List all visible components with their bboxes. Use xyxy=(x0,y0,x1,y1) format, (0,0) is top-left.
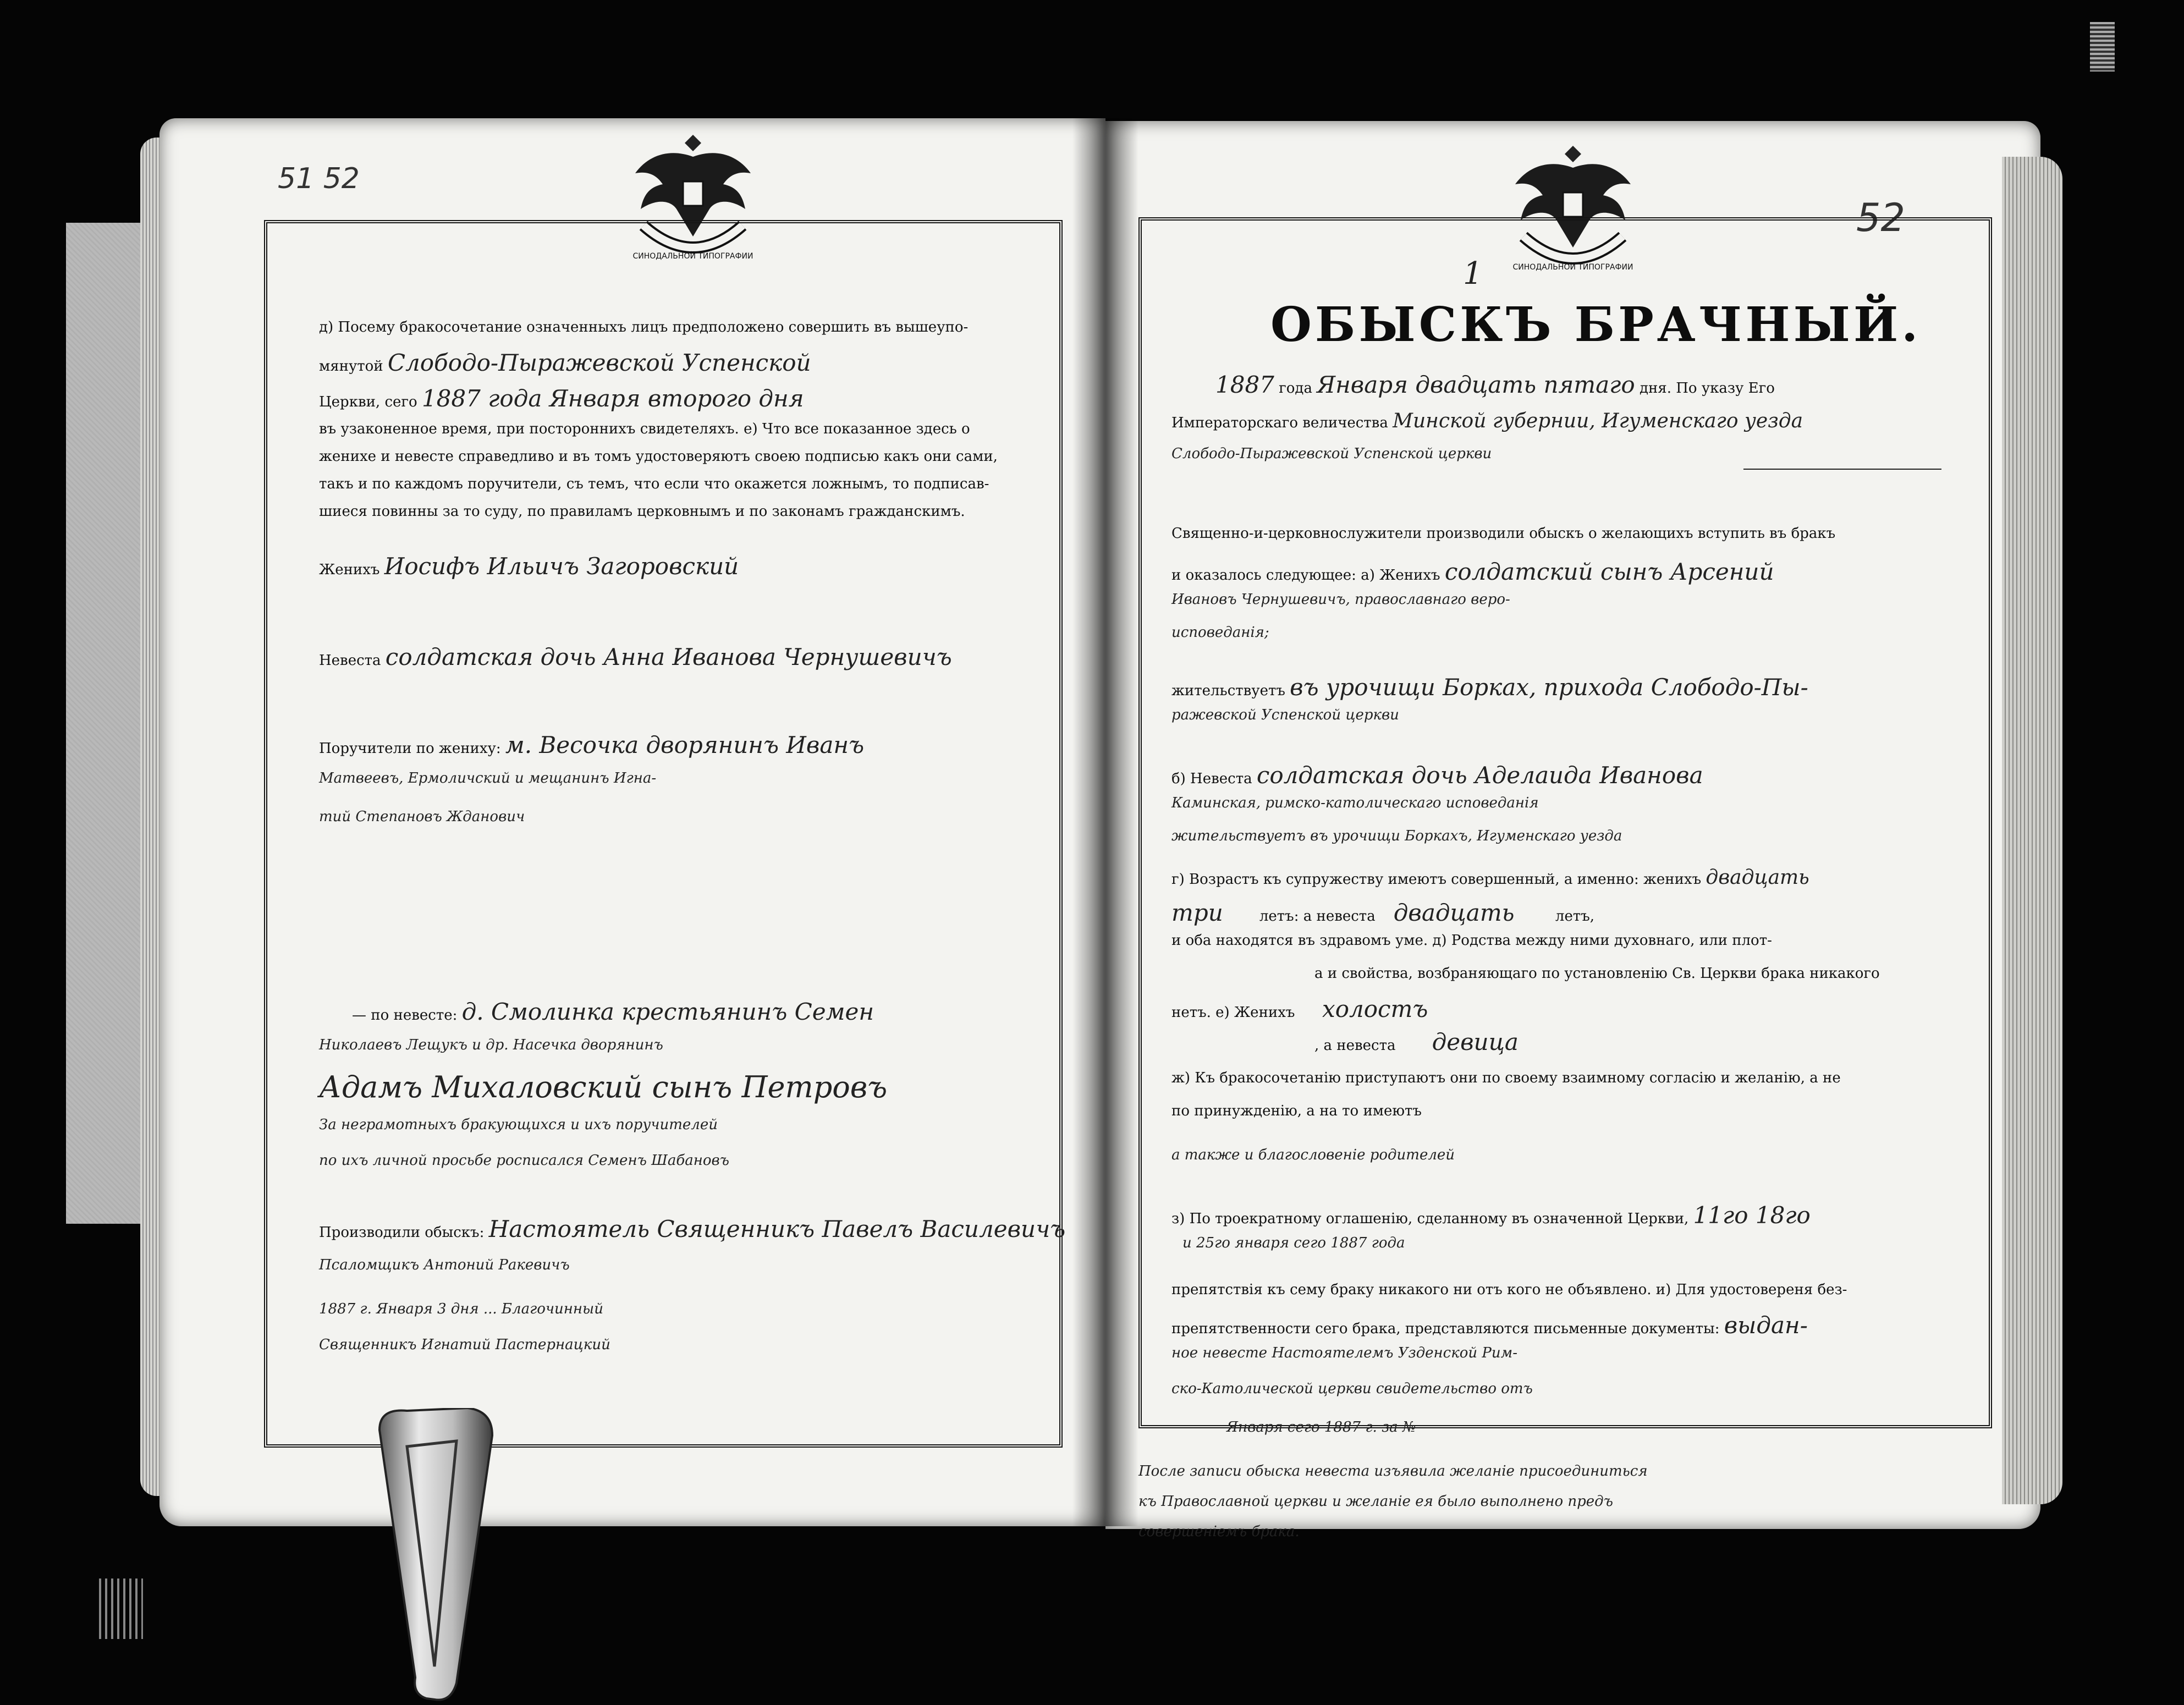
record-number: 1 xyxy=(1463,256,1483,292)
sanity-row: и оба находятся въ здравомъ уме. д) Родства между ними духовнаго, или плот- xyxy=(1171,932,1772,949)
groom-guarantors-label: Поручители по жениху: xyxy=(319,740,501,757)
right-page xyxy=(1105,121,2040,1540)
documents-hand-line-4: Января сего 1887 г. за № xyxy=(1226,1419,1416,1436)
postscript-line-1: После записи обыска невеста изъявила желаніе присоединиться xyxy=(1138,1463,1648,1480)
groom-residence-line-2: ражевской Успенской церкви xyxy=(1171,707,1399,723)
book-gutter xyxy=(1072,118,1138,1526)
conductors-line-2: Псаломщикъ Антоний Ракевичъ xyxy=(319,1257,570,1273)
documents-hand-line-2: ное невесте Настоятелемъ Узденской Рим- xyxy=(1171,1345,1518,1361)
document-title: ОБЫСКЪ БРАЧНЫЙ. xyxy=(1270,297,1922,353)
left-line-4: въ узаконенное время, при постороннихъ свидетеляхъ. е) Что все показанное здесь о xyxy=(319,421,970,437)
emblem-label-left: СИНОДАЛЬНОЙ ТИПОГРАФИИ xyxy=(632,252,753,261)
groom-guarantors-line-2: Матвеевъ, Ермоличский и мещанинъ Игна- xyxy=(319,770,657,787)
church-row: Слободо-Пыражевской Успенской церкви xyxy=(1171,446,1492,462)
groom-residence-row: жительствуетъ въ урочищи Борках, прихода Слободо-Пы- xyxy=(1171,674,1808,701)
groom-hand-line-2: Ивановъ Чернушевичъ, православнаго веро- xyxy=(1171,591,1510,608)
metal-clip xyxy=(374,1408,500,1705)
groom-label: Женихъ xyxy=(319,562,380,578)
bride-hand-line-2: Каминская, римско-католическаго исповеданія xyxy=(1171,795,1539,811)
bride-guarantors-row: — по невесте: д. Смолинка крестьянинъ Семен xyxy=(352,998,874,1025)
left-line-2: мянутой Слободо-Пыражевской Успенской xyxy=(319,349,811,376)
left-line-6: такъ и по каждомъ поручители, съ темъ, что если что окажется ложнымъ, то подписав- xyxy=(319,476,989,492)
bride-label: Невеста xyxy=(319,652,381,669)
bride-guarantors-label: — по невесте: xyxy=(352,1007,458,1024)
conductors-label: Производили обыскъ: xyxy=(319,1224,485,1241)
illiterate-note-line-1: За неграмотныхъ бракующихся и ихъ поручителей xyxy=(319,1116,718,1133)
consent-row: ж) Къ бракосочетанію приступаютъ они по своему взаимному согласію и желанію, а не xyxy=(1171,1070,1841,1086)
clergy-row: Священно-и-церковнослужители производили обыскъ о желающихъ вступить въ бракъ xyxy=(1171,525,1836,542)
groom-row xyxy=(319,553,739,580)
left-line-1: д) Посему бракосочетание означенныхъ лицъ предположено совершить въ вышеупо- xyxy=(319,319,969,336)
age-row-2: три летъ: а невеста двадцать летъ, xyxy=(1171,899,1595,926)
date-year: 1887 xyxy=(1215,371,1274,398)
age-row: г) Возрастъ къ супружеству имеютъ совершенный, а именно: женихъ двадцать xyxy=(1171,866,1809,889)
bride-row xyxy=(319,644,952,670)
postscript-line-2: къ Православной церкви и желаніе ея было выполнено предъ xyxy=(1138,1493,1613,1510)
imperial-row: Императорскаго величества Минской губернии, Игуменскаго уезда xyxy=(1171,410,1803,432)
church-row-fill-line xyxy=(1743,469,1941,470)
emblem-label-right: СИНОДАЛЬНОЙ ТИПОГРАФИИ xyxy=(1512,263,1633,272)
right-page-edges xyxy=(2002,157,2062,1504)
groom-guarantors-line-3: тий Степановъ Жданович xyxy=(319,809,525,825)
postscript-line-3: совершеніемъ брака. xyxy=(1138,1524,1300,1540)
documents-row: препятственности сего брака, представляются письменные документы: выдан- xyxy=(1171,1312,1808,1339)
bride-hand-line-3: жительствуетъ въ урочищи Боркахъ, Игуменскаго уезда xyxy=(1171,828,1622,844)
groom-guarantors-row: Поручители по жениху: м. Весочка дворянинъ Иванъ xyxy=(319,732,865,758)
groom-hand-line-3: исповеданія; xyxy=(1171,624,1269,641)
scan-edge-marks xyxy=(99,1579,143,1639)
kinship-row: а и свойства, возбраняющаго по установленію Св. Церкви брака никакого xyxy=(1314,965,1880,982)
left-line-5: женихе и невесте справедливо и въ томъ удостоверяютъ своею подписью какъ они сами, xyxy=(319,448,998,465)
right-folio-number: 52 xyxy=(1856,195,1906,240)
groom-found-row: и оказалось следующее: а) Женихъ солдатский сынъ Арсений xyxy=(1171,558,1774,585)
consent-row-2: по принужденію, а на то имеютъ xyxy=(1171,1103,1422,1119)
left-folio-number: 51 52 xyxy=(278,162,360,195)
illiterate-note-line-2: по ихъ личной просьбе росписался Семенъ Шабановъ xyxy=(319,1152,729,1169)
groom-value: Иосифъ Ильичъ Загоровский xyxy=(384,553,739,580)
left-line-3: Церкви, сего 1887 года Января второго дня xyxy=(319,385,804,412)
banns-row: з) По троекратному оглашенію, сделанному въ означенной Церкви, 11го 18го xyxy=(1171,1202,1811,1229)
date-row: 1887 года Января двадцать пятаго дня. По указу Его xyxy=(1215,371,1775,398)
left-page xyxy=(159,118,1105,1526)
conductors-row: Производили обыскъ: Настоятель Священникъ Павелъ Василевичъ xyxy=(319,1216,1066,1242)
banns-hand-row: и 25го января сего 1887 года xyxy=(1182,1235,1405,1251)
marital-status-row: нетъ. е) Женихъ холостъ xyxy=(1171,996,1428,1022)
footer-note-line-2: Священникъ Игнатий Пастернацкий xyxy=(319,1336,610,1353)
consent-hand-row: а также и благословеніе родителей xyxy=(1171,1147,1455,1163)
bride-value: солдатская дочь Анна Иванова Чернушевичъ xyxy=(385,644,952,670)
bride-guarantors-line-3: Адамъ Михаловский сынъ Петровъ xyxy=(319,1070,888,1104)
documents-hand-line-3: ско-Католической церкви свидетельство отъ xyxy=(1171,1380,1533,1397)
bride-guarantors-line-2: Николаевъ Лещукъ и др. Насечка дворянинъ xyxy=(319,1037,663,1053)
bride-row-right: б) Невеста солдатская дочь Аделаида Иванова xyxy=(1171,762,1703,789)
left-line-7: шиеся повинны за то суду, по правиламъ церковнымъ и по законамъ гражданскимъ. xyxy=(319,503,965,520)
footer-note-line-1: 1887 г. Января 3 дня ... Благочинный xyxy=(319,1301,603,1317)
scan-edge-strip xyxy=(2090,22,2115,72)
marital-status-row-2: , а невеста девица xyxy=(1314,1028,1519,1055)
obstacle-row: препятствія къ сему браку никакого ни отъ кого не объявлено. и) Для удостовереня без- xyxy=(1171,1282,1847,1298)
